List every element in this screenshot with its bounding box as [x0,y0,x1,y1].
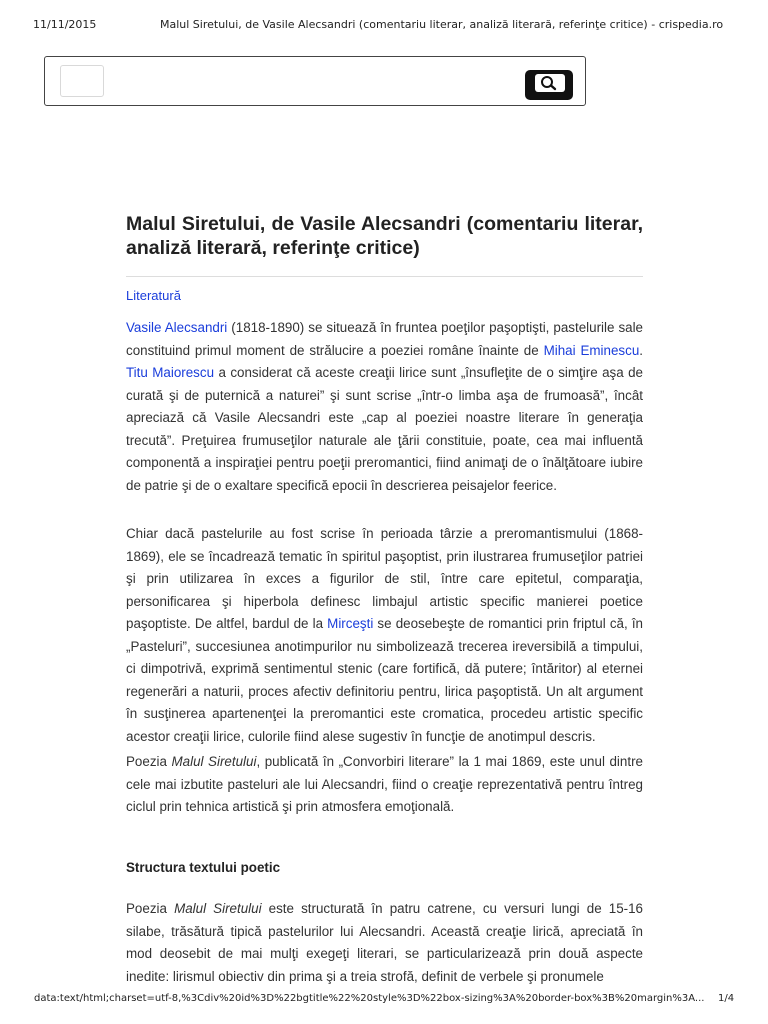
print-page-title: Malul Siretului, de Vasile Alecsandri (comentariu literar, analiză literară, referinţe critice) - crispedia.ro [160,18,724,31]
search-bar [44,56,586,106]
search-input[interactable] [60,65,104,97]
paragraph-text: . [639,342,643,358]
print-header [0,0,768,30]
paragraph-publication [126,751,643,819]
link-mircesti[interactable]: Mirceşti [327,616,374,631]
paragraph-text: se deosebeşte de romantici prin friptul că, în „Pasteluri”, succesiunea anotimpurilor nu simbolizează trecerea ireversibilă a timpului, ci dimpotrivă, exprimă sentimentul stenic (care fortifică, dă putere; întăritor) al eternei regenerări a naturii, proces afectiv definitoriu pentru, lirica paşoptistă. Un alt argument în susţinerea apartenenţei la preromantici este cromatica, procedeu artistic specific acestor creaţii lirice, culorile fiind alese sugestiv în funcţie de anotimpul descris. [126,616,643,744]
link-mihai-eminescu[interactable]: Mihai Eminescu [543,342,640,358]
print-page-number: 1/4 [718,993,735,1004]
print-date: 11/11/2015 [33,18,97,31]
category-link[interactable]: Literatură [126,288,181,303]
link-titu-maiorescu[interactable]: Titu Maiorescu [126,365,215,380]
print-footer-url: data:text/html;charset=utf-8,%3Cdiv%20id%3D%22bgtitle%22%20style%3D%22box-sizing%3A%20border-box%3B%20margin%3A... [34,993,705,1004]
paragraph-structure [126,898,643,988]
article [126,212,644,984]
paragraph-text: (1818-1890) se situează în fruntea poeţilor paşoptişti, pastelurile sale constituind primul moment de strălucire a poeziei române înainte de [126,320,644,358]
paragraph-intro [126,317,643,497]
poem-title-italic: Malul Siretului [174,901,262,916]
paragraph-text: Poezia [126,754,172,769]
paragraph-preromanticism [126,523,643,748]
paragraph-text: Chiar dacă pastelurile au fost scrise în perioada târzie a preromantismului (1868-1869), ele se încadrează tematic în spiritul paşoptist, prin ilustrarea frumuseţilor patriei şi prin utilizarea în exces a figurilor de stil, între care epitetul, comparaţia, personificarea şi hiperbola definesc limbajul artistic specific manierei poetice paşoptiste. De altfel, bardul de la [126,526,643,631]
search-button[interactable] [525,70,573,100]
section-heading: Structura textului poetic [126,860,281,875]
paragraph-text: , publicată în „Convorbiri literare” la 1 mai 1869, este unul dintre cele mai izbutite pasteluri ale lui Alecsandri, fiind o creaţie reprezentativă pentru întreg ciclul prin tehnica artistică şi prin atmosfera emoţională. [126,754,643,814]
paragraph-text: Poezia [126,901,175,916]
link-vasile-alecsandri[interactable]: Vasile Alecsandri [126,320,228,335]
print-footer [0,990,768,1010]
search-icon [533,72,567,96]
category-link-wrapper [126,287,643,305]
paragraph-text: este structurată în patru catrene, cu versuri lungi de 15-16 silabe, trăsătură tipică pastelurilor lui Alecsandri. Această creaţie lirică, apreciată în mod deosebit de mai mulţi exegeţi literari, se particularizează prin două aspecte inedite: lirismul obiectiv din prima şi a treia strofă, definit de verbele şi pronumele [126,901,643,984]
paragraph-text: a considerat că aceste creaţii lirice sunt „însufleţite de o simţire aşa de curată şi de puternică a naturei” şi sunt scrise „într-o limba aşa de frumoasă”, încât apreciază că Vasile Alecsandri este „cap al poeziei noastre literare în generaţia trecută”. Preţuirea frumuseţilor naturale ale ţării constituie, poate, cea mai influentă componentă a inspiraţiei pentru poeţii preromantici, fiind animaţi de o înălţătoare iubire de patrie şi de o exaltare specifică epocii în descrierea peisajelor feerice. [126,365,643,493]
article-title: Malul Siretului, de Vasile Alecsandri (comentariu literar, analiză literară, referinţe critice) [126,213,643,259]
poem-title-italic: Malul Siretului [171,754,257,769]
title-divider [126,276,643,277]
